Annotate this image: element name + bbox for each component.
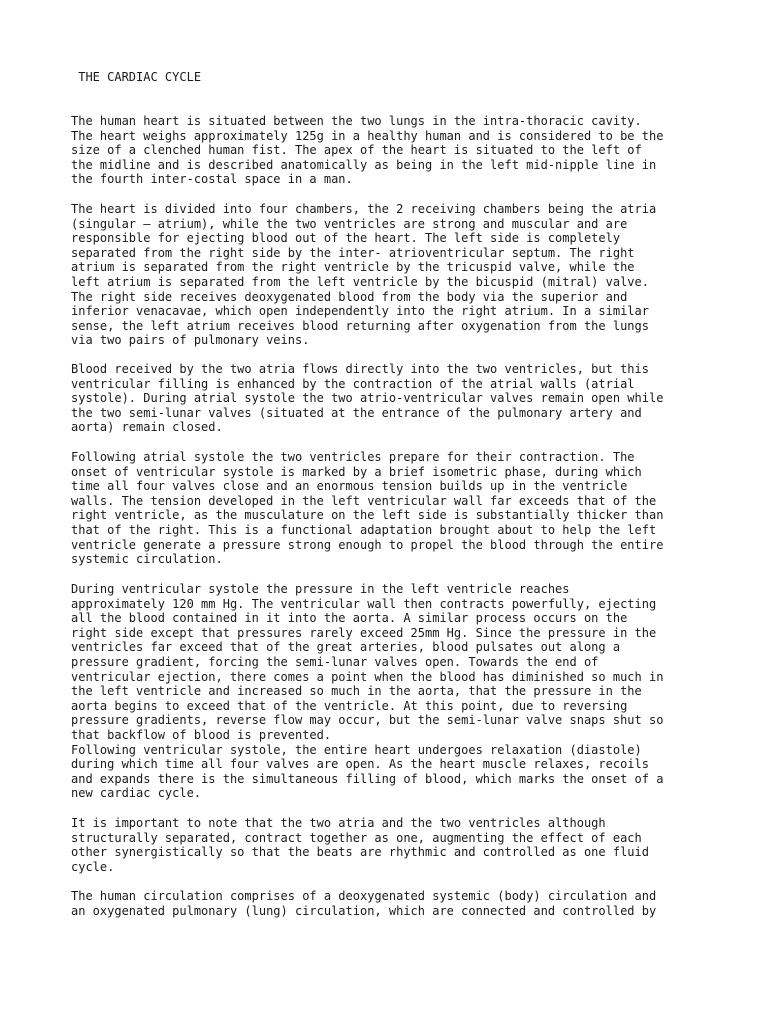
paragraph-heart-location: The human heart is situated between the two lungs in the intra-thoracic cavity. The heart weighs approximately 125g in a healthy human and is considered to be the size of a clenched human fist. The apex of the heart is situated to the left of the midline and is described anatomically as being in the left mid-nipple line in the fourth inter-costal space in a man.	[71, 114, 664, 187]
document-title: THE CARDIAC CYCLE	[71, 70, 202, 84]
paragraph-atrial-systole: Blood received by the two atria flows directly into the two ventricles, but this ventricular filling is enhanced by the contraction of the atrial walls (atrial systole). During atrial systole the two atrio-ventricular valves remain open while the two semi-lunar valves (situated at the entrance of the pulmonary artery and aorta) remain closed.	[71, 362, 664, 435]
paragraph-ventricular-preparation: Following atrial systole the two ventricles prepare for their contraction. The onset of ventricular systole is marked by a brief isometric phase, during which time all four valves close and an enormous tension builds up in the ventricle walls. The tension developed in the left ventricular wall far exceeds that of the right ventricle, as the musculature on the left side is substantially thicker than that of the right. This is a functional adaptation brought about to help the left ventricle generate a pressure strong enough to propel the blood through the entire systemic circulation.	[71, 450, 664, 567]
paragraph-heart-chambers: The heart is divided into four chambers, the 2 receiving chambers being the atria (singular – atrium), while the two ventricles are strong and muscular and are responsible for ejecting blood out of the heart. The left side is completely separated from the right side by the inter- atrioventricular septum. The right atrium is separated from the right ventricle by the tricuspid valve, while the left atrium is separated from the left ventricle by the bicuspid (mitral) valve. The right side receives deoxygenated blood from the body via the superior and inferior venacavae, which open independently into the right atrium. In a similar sense, the left atrium receives blood returning after oxygenation from the lungs via two pairs of pulmonary veins.	[71, 202, 657, 348]
paragraph-circulation: The human circulation comprises of a deoxygenated systemic (body) circulation and an oxygenated pulmonary (lung) circulation, which are connected and controlled by	[71, 889, 657, 918]
paragraph-synergy: It is important to note that the two atria and the two ventricles although structurally separated, contract together as one, augmenting the effect of each other synergistically so that the beats are rhythmic and controlled as one fluid cycle.	[71, 816, 649, 874]
paragraph-ventricular-systole: During ventricular systole the pressure in the left ventricle reaches approximately 120 mm Hg. The ventricular wall then contracts powerfully, ejecting all the blood contained in it into the aorta. A similar process occurs on the right side except that pressures rarely exceed 25mm Hg. Since the pressure in the ventricles far exceed that of the great arteries, blood pulsates out along a pressure gradient, forcing the semi-lunar valves open. Towards the end of ventricular ejection, there comes a point when the blood has diminished so much in the left ventricle and increased so much in the aorta, that the pressure in the aorta begins to exceed that of the ventricle. At this point, due to reversing pressure gradients, reverse flow may occur, but the semi-lunar valve snaps shut so that backflow of blood is prevented. Following ventricular systole, the entire heart undergoes relaxation (diastole) during which time all four valves are open. As the heart muscle relaxes, recoils and expands there is the simultaneous filling of blood, which marks the onset of a new cardiac cycle.	[71, 582, 664, 801]
